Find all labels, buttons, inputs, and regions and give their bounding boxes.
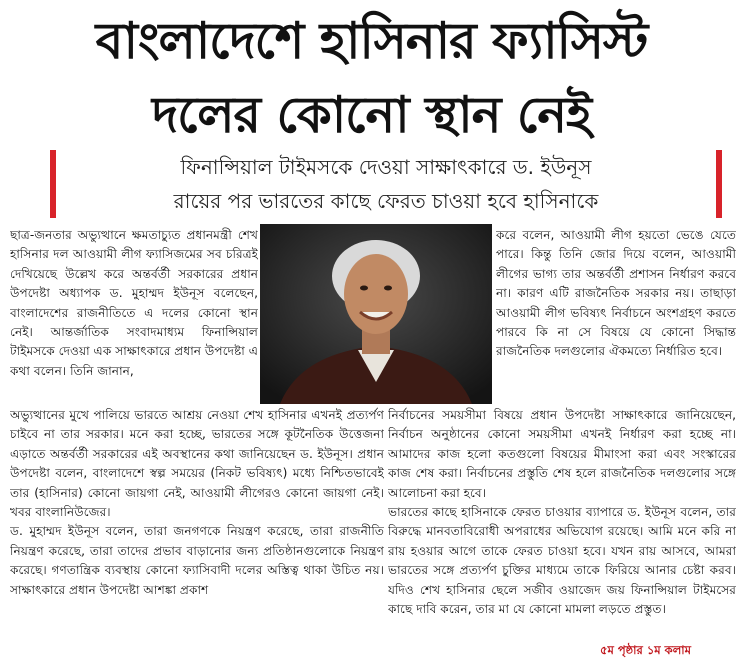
article-column-2 [496,226,736,408]
portrait-image [260,224,492,404]
article-paragraph: অভ্যুত্থানের মুখে পালিয়ে ভারতে আশ্রয় নেওয়া শেখ হাসিনার এখনই প্রত্যর্পণ চাইবে না তার সরকার। মনে করা হচ্ছে, ভারতের সঙ্গে কূটনৈতিক উত্তেজনা এড়াতে অন্তর্বর্তী সরকারের এই অবস্থানের কথা জানিয়েছেন ড. ইউনূস। প্রধান উপদেষ্টা বলেন, বাংলাদেশে স্বল্প সময়ের (নিকট ভবিষ্যৎ) মধ্যে নিশ্চিতভাবেই তার (হাসিনার) কোনো জায়গা নেই, আওয়ামী লীগেরও কোনো জায়গা নেই। খবর বাংলানিউজের। [10,408,384,520]
headline-line-2: দলের কোনো স্থান নেই [151,86,592,144]
headline [0,4,743,152]
portrait-photo [260,224,492,404]
subheading-line-1: ফিনান্সিয়াল টাইমসকে দেওয়া সাক্ষাৎকারে ড. ইউনূস [180,155,592,179]
article-paragraph: ড. মুহাম্মদ ইউনূস বলেন, তারা জনগণকে নিয়ন্ত্রণ করেছে, তারা রাজনীতি নিয়ন্ত্রণ করেছে, তারা তাদের প্রভাব বাড়ানোর জন্য প্রতিষ্ঠানগুলোকে নিয়ন্ত্রণ করেছে। গণতান্ত্রিক ব্যবস্থায় কোনো ফ্যাসিবাদী দলের অস্তিত্ব থাকা উচিত নয়। সাক্ষাৎকারে প্রধান উপদেষ্টা আশঙ্কা প্রকাশ [10,524,384,597]
subheading [50,150,722,218]
article-column-3 [10,406,384,662]
article-paragraph: করে বলেন, আওয়ামী লীগ হয়তো ভেঙে যেতে পারে। কিন্তু তিনি জোর দিয়ে বলেন, আওয়ামী লীগের ভাগ্য তার অন্তর্বর্তী প্রশাসন নির্ধারণ করবে না। কারণ এটি রাজনৈতিক সরকার নয়। তাছাড়া আওয়ামী লীগ ভবিষ্যৎ নির্বাচনে অংশগ্রহণ করতে পারবে কি না সে বিষয়ে যে কোনো সিদ্ধান্ত রাজনৈতিক দলগুলোর ঐকমত্যে নির্ধারিত হবে। [496,228,736,359]
article-column-1 [10,226,258,408]
headline-line-1: বাংলাদেশে হাসিনার ফ্যাসিস্ট [95,12,648,70]
subheading-line-2: রায়ের পর ভারতের কাছে ফেরত চাওয়া হবে হাসিনাকে [173,189,599,213]
article-paragraph: ভারতের কাছে হাসিনাকে ফেরত চাওয়ার ব্যাপারে ড. ইউনূস বলেন, তার বিরুদ্ধে মানবতাবিরোধী অপরাধের অভিযোগ রয়েছে। আমি মনে করি না রায় হওয়ার আগে তাকে ফেরত চাওয়া হবে। যখন রায় আসবে, আমরা ভারতের সঙ্গে প্রত্যর্পণ চুক্তির মাধ্যমে তাকে ফিরিয়ে আনার চেষ্টা করব। যদিও শেখ হাসিনার ছেলে সজীব ওয়াজেদ জয় ফিনান্সিয়াল টাইমসের কাছে দাবি করেন, তার মা যে কোনো মামলা লড়তে প্রস্তুত। [388,505,736,617]
continuation-note: ৫ম পৃষ্ঠার ১ম কলাম [600,643,692,657]
article-paragraph: ছাত্র-জনতার অভ্যুত্থানে ক্ষমতাচ্যুত প্রধানমন্ত্রী শেখ হাসিনার দল আওয়ামী লীগ ফ্যাসিজমের সব চরিত্রই দেখিয়েছে উল্লেখ করে অন্তর্বর্তী সরকারের প্রধান উপদেষ্টা অধ্যাপক ড. মুহাম্মদ ইউনূস বলেছেন, বাংলাদেশের রাজনীতিতে এ দলের কোনো স্থান নেই। আন্তর্জাতিক সংবাদমাধ্যম ফিনান্সিয়াল টাইমসকে দেওয়া এক সাক্ষাৎকারে প্রধান উপদেষ্টা এ কথা বলেন। তিনি জানান, [10,228,258,378]
article-column-4 [388,406,736,662]
article-paragraph: নির্বাচনের সময়সীমা বিষয়ে প্রধান উপদেষ্টা সাক্ষাৎকারে জানিয়েছেন, নির্বাচন অনুষ্ঠানের কোনো সময়সীমা এখনই নির্ধারণ করা হচ্ছে না। আমাদের কাজ হলো কতগুলো বিষয়ের মীমাংসা করা এবং সংস্কারের কাজ শেষ করা। নির্বাচনের প্রস্তুতি শেষ হলে রাজনৈতিক দলগুলোর সঙ্গে আলোচনা করা হবে। [388,408,736,500]
